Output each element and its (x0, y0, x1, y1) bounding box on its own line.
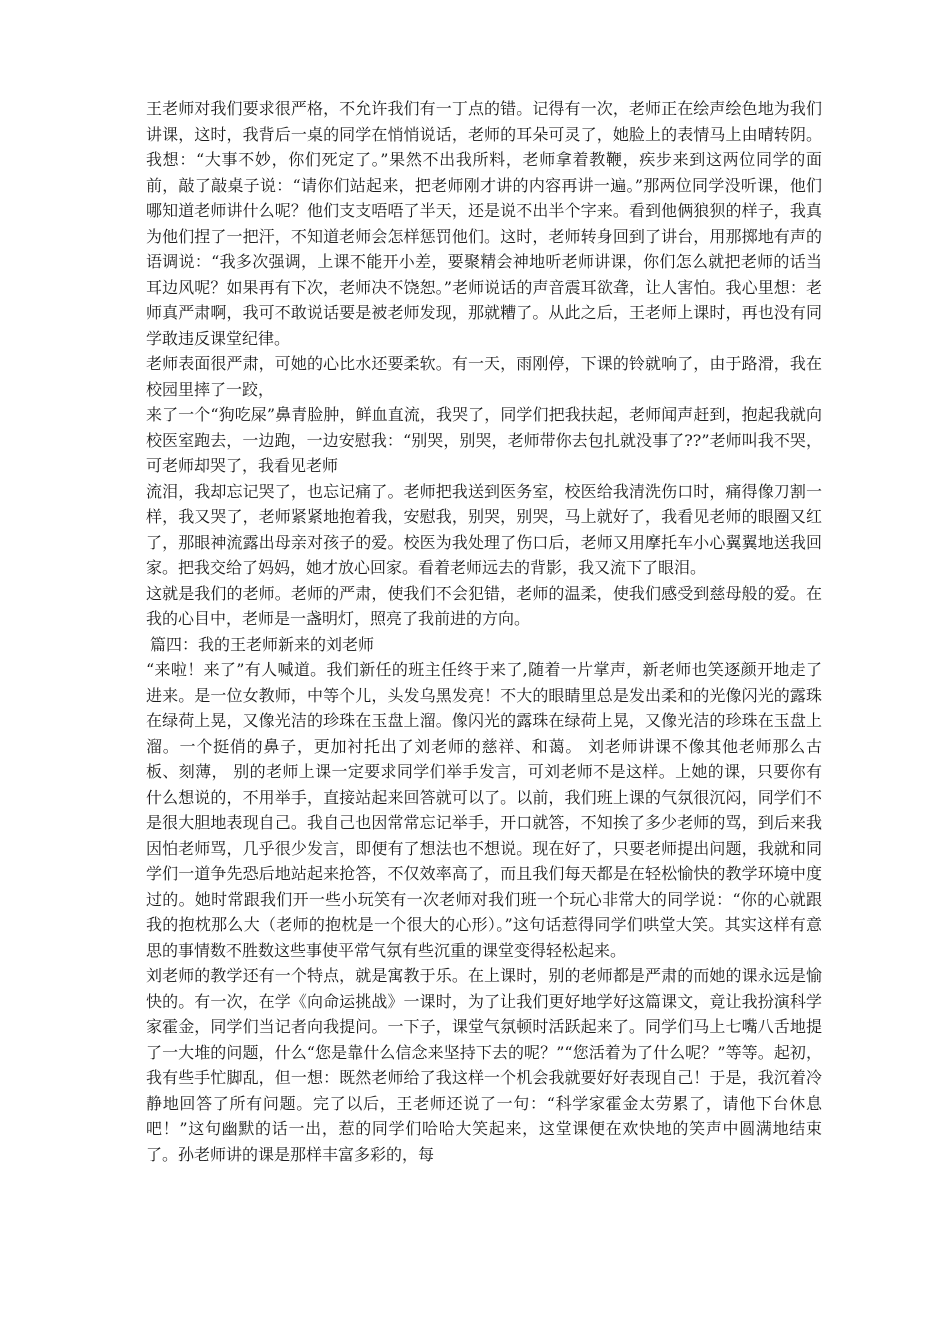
paragraph: “来啦！来了”有人喊道。我们新任的班主任终于来了,随着一片掌声，新老师也笑逐颜开地走了进来。是一位女教师，中等个儿，头发乌黑发亮！不大的眼睛里总是发出柔和的光像闪光的露珠在绿荷上晃，又像光洁的珍珠在玉盘上溜。像闪光的露珠在绿荷上晃，又像光洁的珍珠在玉盘上溜。一个挺俏的鼻子，更加衬托出了刘老师的慈祥、和蔼。 刘老师讲课不像其他老师那么古板、刻薄， 别的老师上课一定要求同学们举手发言，可刘老师不是这样。上她的课，只要你有什么想说的，不用举手，直接站起来回答就可以了。以前，我们班上课的气氛很沉闷，同学们不是很大胆地表现自己。我自己也因常常忘记举手，开口就答，不知挨了多少老师的骂，到后来我因怕老师骂，几乎很少发言，即便有了想法也不想说。现在好了，只要老师提出问题，我就和同学们一道争先恐后地站起来抢答，不仅效率高了，而且我们每天都是在轻松愉快的教学环境中度过的。她时常跟我们开一些小玩笑有一次老师对我们班一个玩心非常大的同学说：“你的心就跟我的抱枕那么大（老师的抱枕是一个很大的心形）。”这句话惹得同学们哄堂大笑。其实这样有意思的事情数不胜数这些事使平常气氛有些沉重的课堂变得轻松起来。 (146, 660, 822, 960)
paragraph: 来了一个“狗吃屎”鼻青脸肿，鲜血直流，我哭了，同学们把我扶起，老师闻声赶到，抱起我就向校医室跑去，一边跑，一边安慰我：“别哭，别哭，老师带你去包扎就没事了??”老师叫我不哭，可老师却哭了，我看见老师 (146, 405, 822, 475)
paragraph: 刘老师的教学还有一个特点，就是寓教于乐。在上课时，别的老师都是严肃的而她的课永远是愉快的。有一次，在学《向命运挑战》一课时，为了让我们更好地学好这篇课文，竟让我扮演科学家霍金，同学们当记者向我提问。一下子，课堂气氛顿时活跃起来了。同学们马上七嘴八舌地提了一大堆的问题，什么“您是靠什么信念来坚持下去的呢？”“您活着为了什么呢？”等等。起初，我有些手忙脚乱，但一想：既然老师给了我这样一个机会我就要好好表现自己！于是，我沉着冷静地回答了所有问题。完了以后，王老师还说了一句：“科学家霍金太劳累了，请他下台休息吧！”这句幽默的话一出，惹的同学们哈哈大笑起来，这堂课便在欢快地的笑声中圆满地结束了。孙老师讲的课是那样丰富多彩的，每 (146, 966, 822, 1164)
paragraph: 流泪，我却忘记哭了，也忘记痛了。老师把我送到医务室，校医给我清洗伤口时，痛得像刀割一样，我又哭了，老师紧紧地抱着我，安慰我，别哭，别哭，马上就好了，我看见老师的眼圈又红了，那眼神流露出母亲对孩子的爱。校医为我处理了伤口后，老师又用摩托车小心翼翼地送我回家。把我交给了妈妈，她才放心回家。看着老师远去的背影，我又流下了眼泪。 (146, 481, 822, 577)
paragraph: 王老师对我们要求很严格，不允许我们有一丁点的错。记得有一次，老师正在绘声绘色地为我们讲课，这时，我背后一桌的同学在悄悄说话，老师的耳朵可灵了，她脸上的表情马上由晴转阴。我想：“大事不妙，你们死定了。”果然不出我所料，老师拿着教鞭，疾步来到这两位同学的面前，敲了敲桌子说：“请你们站起来，把老师刚才讲的内容再讲一遍。”那两位同学没听课，他们哪知道老师讲什么呢？他们支支唔唔了半天，还是说不出半个字来。看到他俩狼狈的样子，我真为他们捏了一把汗，不知道老师会怎样惩罚他们。这时，老师转身回到了讲台，用那掷地有声的语调说：“我多次强调，上课不能开小差，要聚精会神地听老师讲课，你们怎么就把老师的话当耳边风呢？如果再有下次，老师决不饶恕。”老师说话的声音震耳欲聋，让人害怕。我心里想：老师真严肃啊，我可不敢说话要是被老师发现，那就糟了。从此之后，王老师上课时，再也没有同学敢违反课堂纪律。 (146, 99, 822, 348)
document-page (146, 96, 822, 1167)
paragraph: 老师表面很严肃，可她的心比水还要柔软。有一天，雨刚停，下课的铃就响了，由于路滑，我在校园里摔了一跤， (146, 354, 822, 399)
paragraph: 这就是我们的老师。老师的严肃，使我们不会犯错，老师的温柔，使我们感受到慈母般的爱。在我的心目中，老师是一盏明灯，照亮了我前进的方向。 (146, 583, 822, 628)
section-heading: 篇四：我的王老师新来的刘老师 (150, 634, 375, 654)
